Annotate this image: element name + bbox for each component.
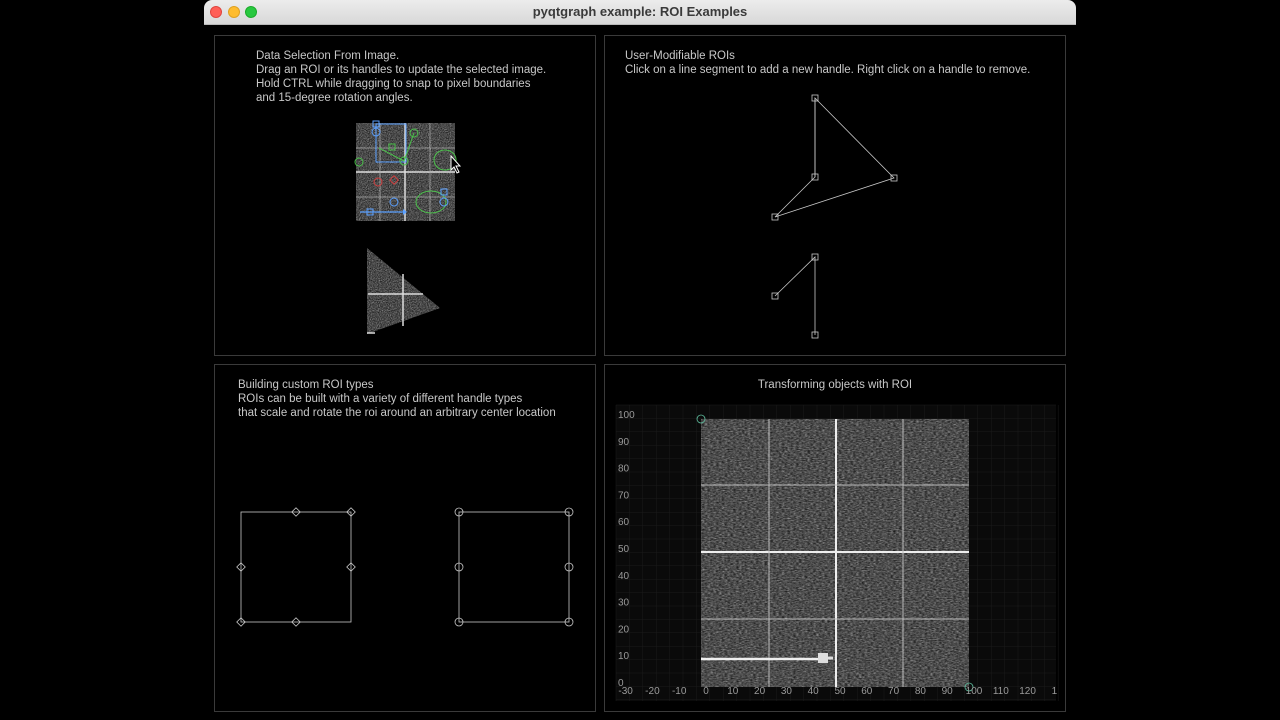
x-tick-label: -10 [671, 686, 687, 697]
y-tick-label: 10 [618, 651, 630, 663]
transforming-title: Transforming objects with ROI [757, 379, 913, 391]
y-tick-label: 90 [618, 436, 630, 448]
x-tick-label: 110 [992, 686, 1009, 697]
user-modifiable-view[interactable] [605, 36, 1065, 355]
y-tick-label: 40 [618, 570, 630, 582]
title-bar[interactable] [204, 0, 1076, 25]
user-modifiable-panel [604, 35, 1066, 356]
transform-plot[interactable] [605, 365, 1065, 711]
x-tick-label: 30 [780, 686, 792, 697]
app-window [204, 0, 1076, 720]
data-selection-heading: Data Selection From Image. [256, 50, 400, 62]
transformed-image [701, 419, 969, 687]
y-tick-label: 80 [618, 463, 630, 475]
x-tick-label: 50 [834, 686, 846, 697]
x-tick-label: 10 [727, 686, 739, 697]
custom-roi-instruction-2: that scale and rotate the roi around an arbitrary center location [238, 407, 556, 419]
x-tick-label: 100 [965, 686, 983, 697]
x-tick-label: 40 [807, 686, 819, 697]
data-selection-instruction-1: Drag an ROI or its handles to update the selected image. [256, 64, 547, 76]
x-tick-label: 80 [914, 686, 926, 697]
x-tick-label: 20 [754, 686, 766, 697]
x-tick-label: -20 [645, 686, 660, 697]
x-tick-label: 120 [1019, 686, 1036, 697]
custom-roi-instruction-1: ROIs can be built with a variety of different handle types [238, 393, 523, 405]
polyline-roi-open[interactable] [772, 254, 818, 338]
data-selection-panel [214, 35, 596, 356]
transforming-panel [604, 364, 1066, 712]
user-modifiable-heading: User-Modifiable ROIs [625, 50, 735, 62]
custom-roi-heading: Building custom ROI types [238, 379, 374, 391]
x-tick-label: 70 [888, 686, 900, 697]
y-tick-label: 30 [618, 597, 630, 609]
y-tick-label: 20 [618, 624, 630, 636]
y-tick-label: 100 [618, 410, 635, 421]
selected-image [367, 248, 440, 334]
x-tick-label: 0 [703, 686, 709, 697]
window-title: pyqtgraph example: ROI Examples [532, 4, 748, 19]
custom-roi-panel [214, 364, 596, 712]
custom-roi-view[interactable] [215, 365, 595, 711]
y-tick-label: 50 [618, 544, 630, 555]
x-tick-label: -30 [618, 686, 633, 697]
y-tick-label: 60 [618, 517, 630, 529]
polyline-roi-closed[interactable] [772, 95, 897, 220]
user-modifiable-instruction: Click on a line segment to add a new handle. Right click on a handle to remove. [625, 64, 1031, 76]
y-tick-label: 0 [618, 678, 624, 689]
data-selection-instruction-2: Hold CTRL while dragging to snap to pixel boundaries [256, 78, 531, 90]
scale-roi-diamond-handles[interactable] [237, 508, 355, 626]
x-tick-label: 1 [1051, 686, 1058, 697]
data-selection-view[interactable] [215, 36, 595, 355]
x-tick-label: 60 [861, 686, 873, 697]
y-tick-label: 70 [618, 490, 630, 502]
rotate-roi-circle-handles[interactable] [455, 508, 573, 626]
x-tick-label: 90 [941, 686, 953, 697]
data-selection-instruction-3: and 15-degree rotation angles. [256, 92, 413, 104]
